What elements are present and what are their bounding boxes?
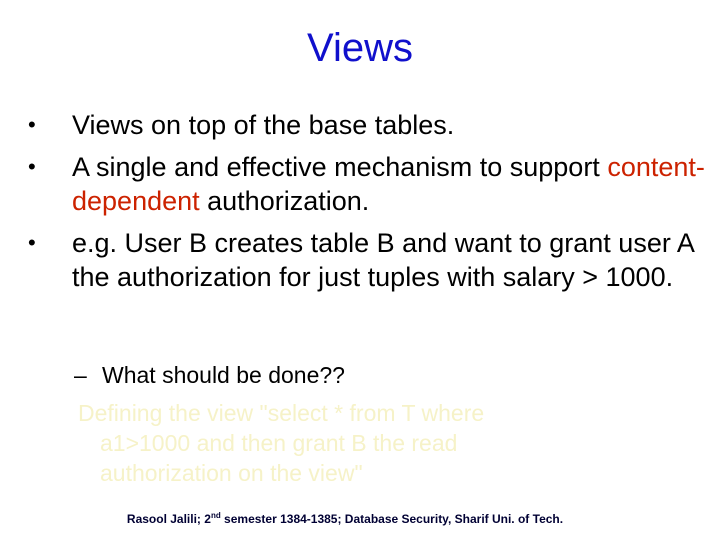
footer-superscript: nd bbox=[210, 511, 221, 520]
slide-footer bbox=[0, 511, 690, 526]
bullet-text: e.g. User B creates table B and want to grant user A the authorization for just tuples with salary > 1000. bbox=[72, 228, 694, 292]
answer-line: a1>1000 and then grant B the read bbox=[100, 430, 458, 456]
slide-title: Views bbox=[307, 26, 413, 70]
answer-line: Defining the view "select * from T where bbox=[78, 400, 485, 426]
footer-text-pre: Rasool Jalili; 2 bbox=[126, 512, 211, 526]
bullet-text: Views on top of the base tables. bbox=[72, 110, 455, 140]
bullet-item bbox=[28, 226, 708, 294]
bullet-text-post: authorization. bbox=[199, 186, 370, 216]
answer-line: authorization on the view" bbox=[100, 460, 363, 486]
bullet-dot-icon: • bbox=[28, 230, 36, 255]
bullet-item bbox=[28, 108, 708, 142]
bullet-dot-icon: • bbox=[28, 154, 36, 179]
bullet-text-pre: A single and effective mechanism to support bbox=[72, 152, 608, 182]
dash-icon: – bbox=[74, 362, 87, 388]
footer-text-post: semester 1384-1385; Database Security, Sharif Uni. of Tech. bbox=[220, 512, 564, 526]
faded-answer bbox=[78, 398, 638, 488]
bullet-highlight: content-dependent bbox=[72, 152, 705, 216]
sub-bullet-text: What should be done?? bbox=[102, 362, 345, 388]
bullet-dot-icon: • bbox=[28, 112, 36, 137]
bullet-list bbox=[28, 108, 708, 302]
sub-bullet bbox=[74, 360, 345, 390]
bullet-item bbox=[28, 150, 708, 218]
